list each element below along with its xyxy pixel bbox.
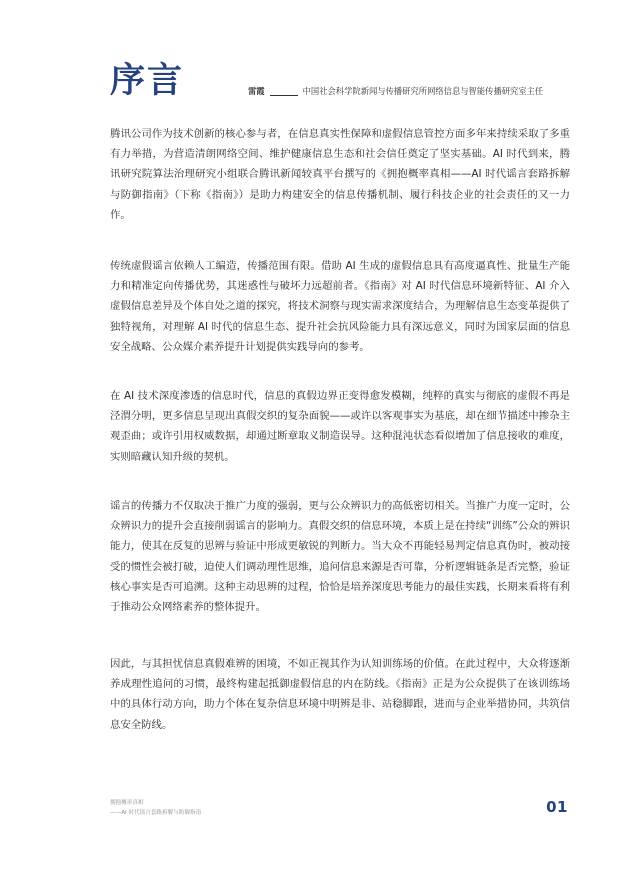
page-title: 序言: [110, 61, 185, 101]
paragraph-2: 传统虚假谣言依赖人工编造，传播范围有限。借助 AI 生成的虚假信息具有高度逼真性、批量生产能力和精准定向传播优势，其迷惑性与破坏力远超前者。《指南》对 AI 时代信息环境新特征、AI 介入虚假信息差异及个体自处之道的探究，将技术洞察与现实需求深度结合，为理解信息生态变革提供了独特视角，对理解 AI 时代的信息生态、提升社会抗风险能力具有深远意义，同时为国家层面的信息安全战略、公众媒介素养提升计划提供实践导向的参考。: [110, 260, 570, 353]
footer-publication-title: [110, 798, 201, 818]
paragraph-1: 腾讯公司作为技术创新的核心参与者，在信息真实性保障和虚假信息管控方面多年来持续采取了多重有力举措，为营造清朗网络空间、维护健康信息生态和社会信任奠定了坚实基础。AI 时代到来，腾讯研究院算法治理研究小组联合腾讯新闻较真平台撰写的《拥抱概率真相——AI 时代谣言套路拆解与防御指南》（下称《指南》）是助力构建安全的信息传播机制、履行科技企业的社会责任的又一力作。: [110, 128, 570, 221]
author-byline: [248, 85, 543, 97]
page-number: 01: [546, 798, 568, 816]
author-name: 雷霞: [248, 86, 265, 96]
author-affiliation: 中国社会科学院新闻与传播研究所网络信息与智能传播研究室主任: [302, 86, 544, 96]
byline-divider: [270, 95, 298, 96]
paragraph-4: 谣言的传播力不仅取决于推广力度的强弱，更与公众辨识力的高低密切相关。当推广力度一定时，公众辨识力的提升会直接削弱谣言的影响力。真假交织的信息环境，本质上是在持续“训练”公众的辨识能力，使其在反复的思辨与验证中形成更敏锐的判断力。当大众不再能轻易判定信息真伪时，被动接受的惯性会被打破，迫使人们调动理性思维，追问信息来源是否可靠，分析逻辑链条是否完整，验证核心事实是否可追溯。这种主动思辨的过程，恰恰是培养深度思考能力的最佳实践，长期来看将有利于推动公众网络素养的整体提升。: [110, 500, 570, 614]
footer-title-line1: 拥抱概率真相: [110, 800, 144, 806]
footer-title-line2: ——AI 时代谣言套路拆解与防御指南: [110, 810, 202, 816]
paragraph-3: 在 AI 技术深度渗透的信息时代，信息的真假边界正变得愈发模糊，纯粹的真实与彻底的虚假不再是泾渭分明，更多信息呈现出真假交织的复杂面貌——或许以客观事实为基底，却在细节描述中掺杂主观歪曲；或许引用权威数据，却通过断章取义制造误导。这种混沌状态看似增加了信息接收的难度，实则暗藏认知升级的契机。: [110, 390, 570, 463]
paragraph-5: 因此，与其担忧信息真假难辨的困境，不如正视其作为认知训练场的价值。在此过程中，大众将逐渐养成理性追问的习惯，最终构建起抵御虚假信息的内在防线。《指南》正是为公众提供了在该训练场中的具体行动方向，助力个体在复杂信息环境中明辨是非、站稳脚跟，进而与企业举措协同，共筑信息安全防线。: [110, 658, 570, 731]
